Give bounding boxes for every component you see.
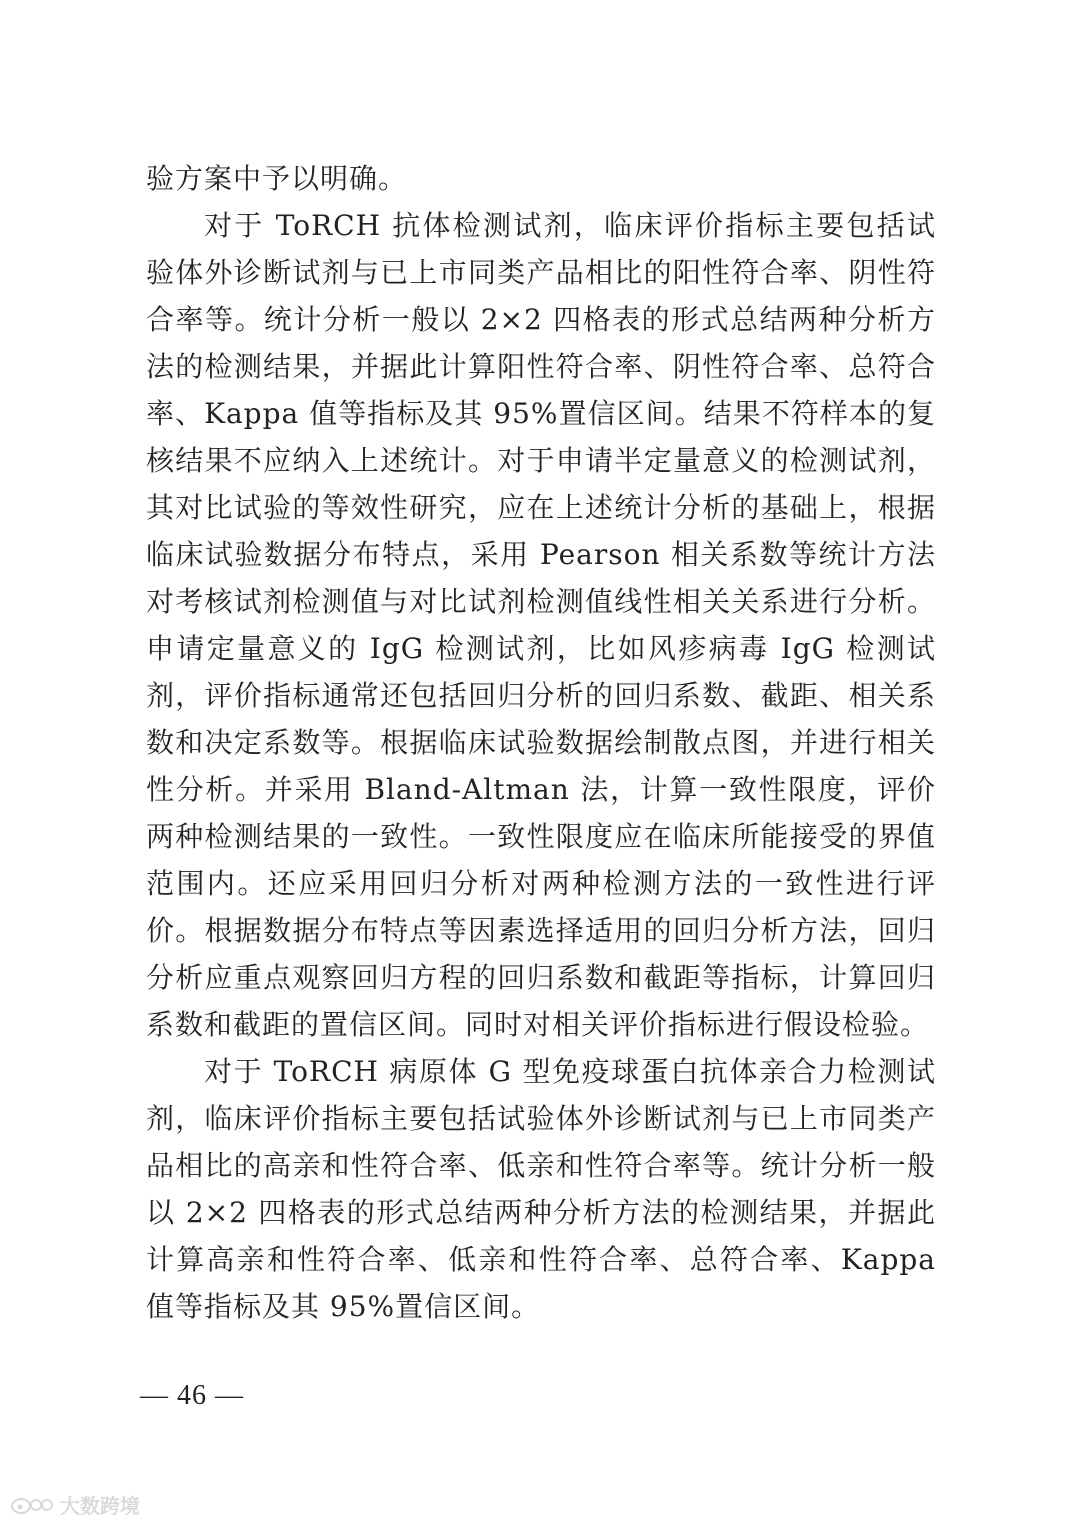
watermark	[10, 1490, 140, 1519]
paragraph-torch-antibody: 对于 ToRCH 抗体检测试剂，临床评价指标主要包括试验体外诊断试剂与已上市同类产品相比的阳性符合率、阴性符合率等。统计分析一般以 2×2 四格表的形式总结两种分析方法的检测结果，并据此计算阳性符合率、阴性符合率、总符合率、Kappa 值等指标及其 95%置信区间。结果不符样本的复核结果不应纳入上述统计。对于申请半定量意义的检测试剂，其对比试验的等效性研究，应在上述统计分析的基础上，根据临床试验数据分布特点，采用 Pearson 相关系数等统计方法对考核试剂检测值与对比试剂检测值线性相关关系进行分析。申请定量意义的 IgG 检测试剂，比如风疹病毒 IgG 检测试剂，评价指标通常还包括回归分析的回归系数、截距、相关系数和决定系数等。根据临床试验数据绘制散点图，并进行相关性分析。并采用 Bland-Altman 法，计算一致性限度，评价两种检测结果的一致性。一致性限度应在临床所能接受的界值范围内。还应采用回归分析对两种检测方法的一致性进行评价。根据数据分布特点等因素选择适用的回归分析方法，回归分析应重点观察回归方程的回归系数和截距等指标，计算回归系数和截距的置信区间。同时对相关评价指标进行假设检验。	[146, 209, 936, 1041]
paragraph-torch-avidity: 对于 ToRCH 病原体 G 型免疫球蛋白抗体亲合力检测试剂，临床评价指标主要包括试验体外诊断试剂与已上市同类产品相比的高亲和性符合率、低亲和性符合率等。统计分析一般以 2×2 四格表的形式总结两种分析方法的检测结果，并据此计算高亲和性符合率、低亲和性符合率、总符合率、Kappa 值等指标及其 95%置信区间。	[146, 1055, 936, 1323]
weibo-logo-icon	[10, 1494, 54, 1516]
paragraph-continuation: 验方案中予以明确。	[146, 162, 408, 195]
watermark-text: 大数跨境	[60, 1494, 140, 1518]
page-number: — 46 —	[140, 1380, 244, 1411]
body-text	[146, 155, 936, 1330]
